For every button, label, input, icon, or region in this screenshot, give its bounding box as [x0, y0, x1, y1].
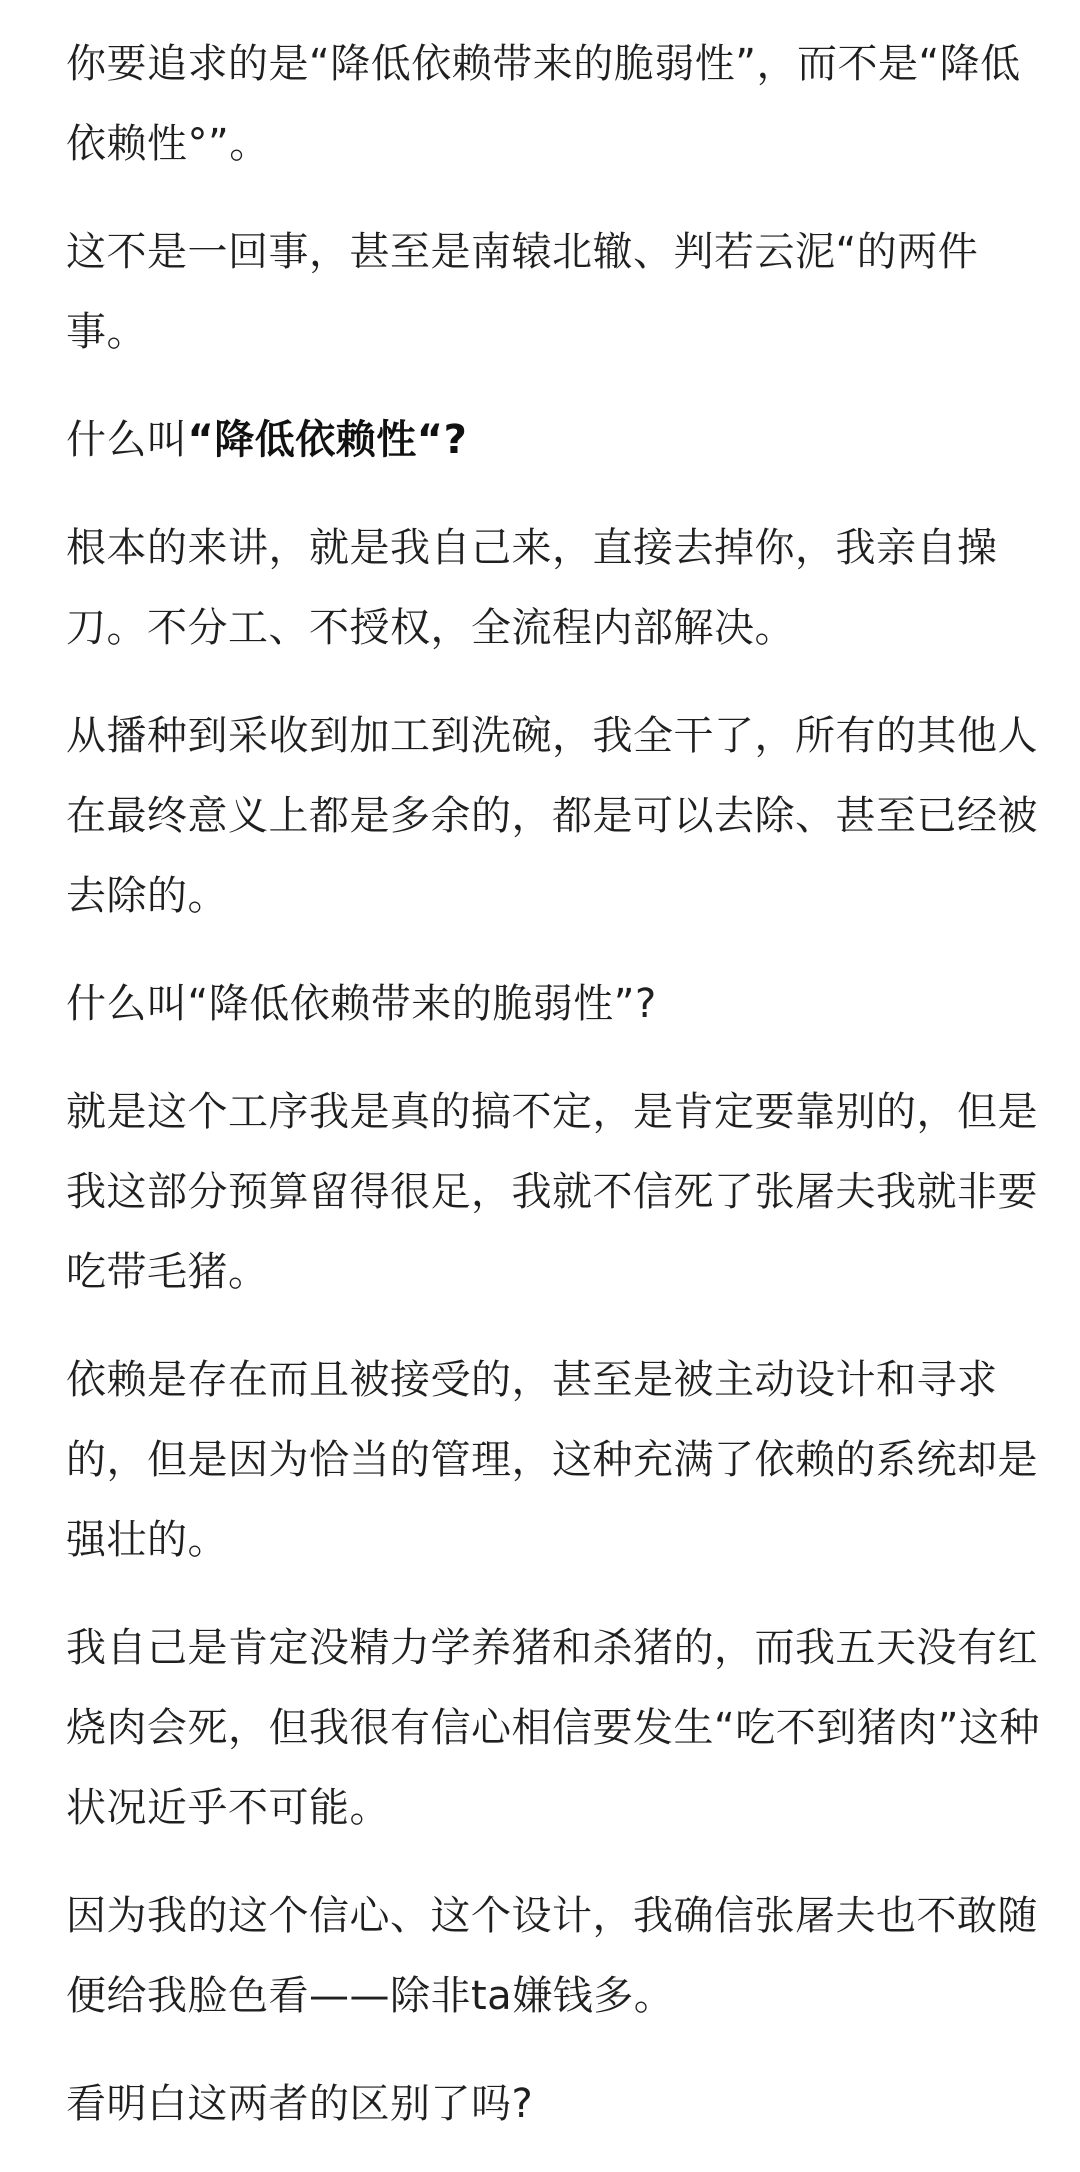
paragraph-7: [66, 1072, 1051, 1312]
paragraph-8: [66, 1340, 1051, 1580]
article-body: [66, 24, 1051, 2172]
paragraph-text: 什么叫“降低依赖带来的脆弱性”?: [66, 981, 657, 1027]
paragraph-text: 我自己是肯定没精力学养猪和杀猪的，而我五天没有红烧肉会死，但我很有信心相信要发生“吃不到猪肉”这种状况近乎不可能。: [66, 1625, 1040, 1831]
paragraph-text: 你要追求的是“降低依赖带来的脆弱性”，而不是“降低依赖性°”。: [66, 41, 1021, 167]
paragraph-6-question: [66, 964, 1051, 1044]
paragraph-1: [66, 24, 1051, 184]
paragraph-text: 依赖是存在而且被接受的，甚至是被主动设计和寻求的，但是因为恰当的管理，这种充满了依赖的系统却是强壮的。: [66, 1357, 1038, 1563]
paragraph-3-heading-question: [66, 400, 1051, 480]
paragraph-4: [66, 508, 1051, 668]
paragraph-2: [66, 212, 1051, 372]
paragraph-9: [66, 1608, 1051, 1848]
paragraph-text: 根本的来讲，就是我自己来，直接去掉你，我亲自操刀。不分工、不授权，全流程内部解决。: [66, 525, 998, 651]
paragraph-text: 看明白这两者的区别了吗?: [66, 2081, 534, 2127]
paragraph-11-question: [66, 2064, 1051, 2144]
paragraph-10: [66, 1876, 1051, 2036]
bold-phrase: “降低依赖性“?: [187, 417, 468, 463]
paragraph-text: 从播种到采收到加工到洗碗，我全干了，所有的其他人在最终意义上都是多余的，都是可以去除、甚至已经被去除的。: [66, 713, 1038, 919]
paragraph-text: 因为我的这个信心、这个设计，我确信张屠夫也不敢随便给我脸色看——除非ta嫌钱多。: [66, 1893, 1038, 2019]
paragraph-text: 这不是一回事，甚至是南辕北辙、判若云泥“的两件事。: [66, 229, 979, 355]
paragraph-text: 就是这个工序我是真的搞不定，是肯定要靠别的，但是我这部分预算留得很足，我就不信死了张屠夫我就非要吃带毛猪。: [66, 1089, 1038, 1295]
paragraph-text: 什么叫: [66, 417, 188, 463]
paragraph-5: [66, 696, 1051, 936]
